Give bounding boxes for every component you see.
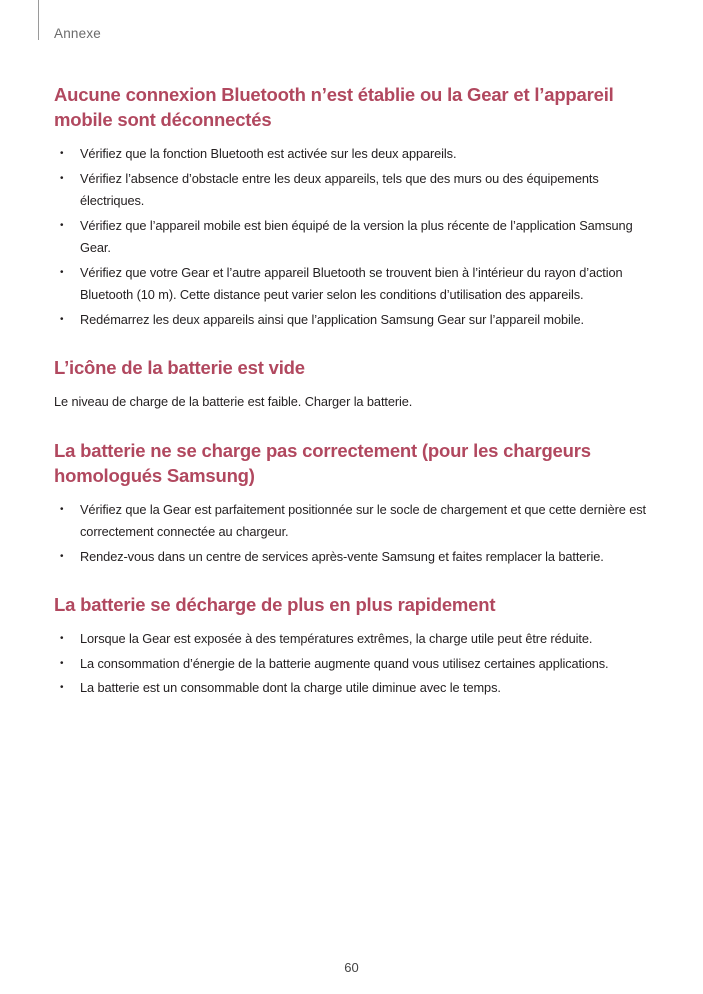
list-item xyxy=(54,262,654,307)
bullet-icon: • xyxy=(60,550,64,562)
header-margin-rule xyxy=(38,0,39,40)
section-battery-icon-empty xyxy=(54,355,654,414)
section-title: La batterie se décharge de plus en plus rapidement xyxy=(54,594,496,615)
section-paragraph: Le niveau de charge de la batterie est faible. Charger la batterie. xyxy=(54,394,413,409)
bullet-icon: • xyxy=(60,219,64,231)
bullet-icon: • xyxy=(60,172,64,184)
list-item xyxy=(54,168,654,213)
list-item xyxy=(54,143,654,166)
bullet-list xyxy=(54,499,654,569)
list-item-text: Vérifiez que la fonction Bluetooth est activée sur les deux appareils. xyxy=(80,146,457,161)
list-item-text: Rendez-vous dans un centre de services après-vente Samsung et faites remplacer la batterie. xyxy=(80,548,604,564)
bullet-icon: • xyxy=(60,266,64,278)
section-title: Aucune connexion Bluetooth n’est établie ou la Gear et l’appareil mobile sont déconnectés xyxy=(54,84,614,130)
list-item xyxy=(54,628,654,651)
list-item-text: La consommation d’énergie de la batterie augmente quand vous utilisez certaines applications. xyxy=(80,655,609,671)
bullet-icon: • xyxy=(60,682,64,693)
list-item xyxy=(54,309,654,332)
page-content xyxy=(54,82,654,702)
list-item-text: Vérifiez que la Gear est parfaitement positionnée sur le socle de chargement et que cette dernière est correctement connectée au chargeur. xyxy=(80,501,646,539)
list-item xyxy=(54,677,654,700)
list-item xyxy=(54,546,654,569)
list-item xyxy=(54,499,654,544)
bullet-icon: • xyxy=(60,313,64,325)
list-item-text: La batterie est un consommable dont la charge utile diminue avec le temps. xyxy=(80,680,501,695)
list-item-text: Vérifiez que votre Gear et l’autre appareil Bluetooth se trouvent bien à l’intérieur du rayon d’action Bluetooth (10 m). Cette distance peut varier selon les conditions d’utilisation des appareils. xyxy=(80,264,623,302)
section-title: L’icône de la batterie est vide xyxy=(54,357,305,378)
bullet-icon: • xyxy=(60,657,64,669)
bullet-icon: • xyxy=(60,148,64,159)
list-item xyxy=(54,215,654,260)
bullet-list xyxy=(54,143,654,331)
list-item-text: Vérifiez que l’appareil mobile est bien équipé de la version la plus récente de l’application Samsung Gear. xyxy=(80,217,633,255)
section-battery-draining xyxy=(54,592,654,700)
bullet-icon: • xyxy=(60,503,64,515)
running-header: Annexe xyxy=(54,26,101,41)
section-battery-charging xyxy=(54,438,654,569)
section-title: La batterie ne se charge pas correctement (pour les chargeurs homologués Samsung) xyxy=(54,439,591,486)
list-item-text: Lorsque la Gear est exposée à des températures extrêmes, la charge utile peut être réduite. xyxy=(80,631,593,646)
bullet-list xyxy=(54,628,654,700)
list-item-text: Vérifiez l’absence d’obstacle entre les deux appareils, tels que des murs ou des équipements électriques. xyxy=(80,170,599,208)
bullet-icon: • xyxy=(60,633,64,644)
list-item-text: Redémarrez les deux appareils ainsi que l’application Samsung Gear sur l’appareil mobile. xyxy=(80,311,584,327)
page-number: 60 xyxy=(344,960,359,975)
section-bluetooth-connection xyxy=(54,82,654,331)
list-item xyxy=(54,653,654,676)
